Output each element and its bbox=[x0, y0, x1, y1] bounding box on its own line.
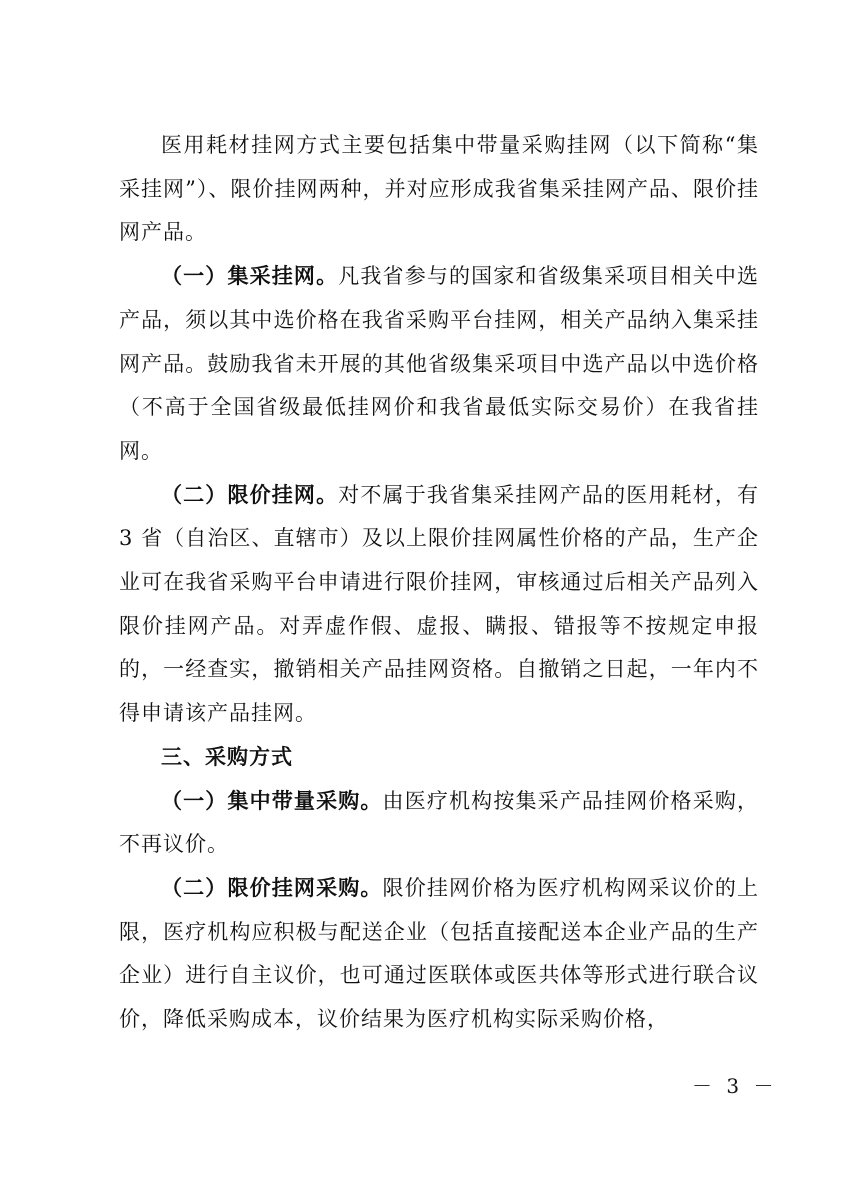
body-text bbox=[119, 124, 759, 1042]
paragraph-text: 由医疗机构按集采产品挂网价格采购，不再议价。 bbox=[119, 788, 760, 857]
paragraph-lead: （二）限价挂网采购。 bbox=[161, 875, 383, 900]
section-heading: 三、采购方式 bbox=[161, 744, 293, 769]
paragraph-price-limit-listing bbox=[119, 474, 759, 736]
paragraph-text: 对不属于我省集采挂网产品的医用耗材，有 3 省（自治区、直辖市）及以上限价挂网属性价格的产品，生产企业可在我省采购平台申请进行限价挂网，审核通过后相关产品列入限价挂网产品。对弄虚作假、虚报、瞒报、错报等不按规定申报的，一经查实，撤销相关产品挂网资格。自撤销之日起，一年内不得申请该产品挂网。 bbox=[119, 482, 760, 726]
paragraph-lead: （一）集中带量采购。 bbox=[161, 788, 383, 813]
paragraph-centralized-listing bbox=[119, 255, 759, 474]
paragraph-intro bbox=[119, 124, 759, 255]
paragraph-lead: （一）集采挂网。 bbox=[161, 264, 339, 289]
paragraph-text: 限价挂网价格为医疗机构网采议价的上限，医疗机构应积极与配送企业（包括直接配送本企业产品的生产企业）进行自主议价，也可通过医联体或医共体等形式进行联合议价，降低采购成本，议价结果为医疗机构实际采购价格， bbox=[119, 875, 760, 1032]
page-number: － 3 － bbox=[692, 1074, 778, 1098]
paragraph-volume-procurement bbox=[119, 780, 759, 867]
paragraph-lead: （二）限价挂网。 bbox=[161, 482, 339, 507]
paragraph-intro-text: 医用耗材挂网方式主要包括集中带量采购挂网（以下简称“集采挂网”）、限价挂网两种，并对应形成我省集采挂网产品、限价挂网产品。 bbox=[119, 133, 759, 245]
paragraph-text: 凡我省参与的国家和省级集采项目相关中选产品，须以其中选价格在我省采购平台挂网，相关产品纳入集采挂网产品。鼓励我省未开展的其他省级集采项目中选产品以中选价格（不高于全国省级最低挂网价和我省最低实际交易价）在我省挂网。 bbox=[119, 264, 760, 463]
paragraph-price-limit-procurement bbox=[119, 867, 759, 1042]
